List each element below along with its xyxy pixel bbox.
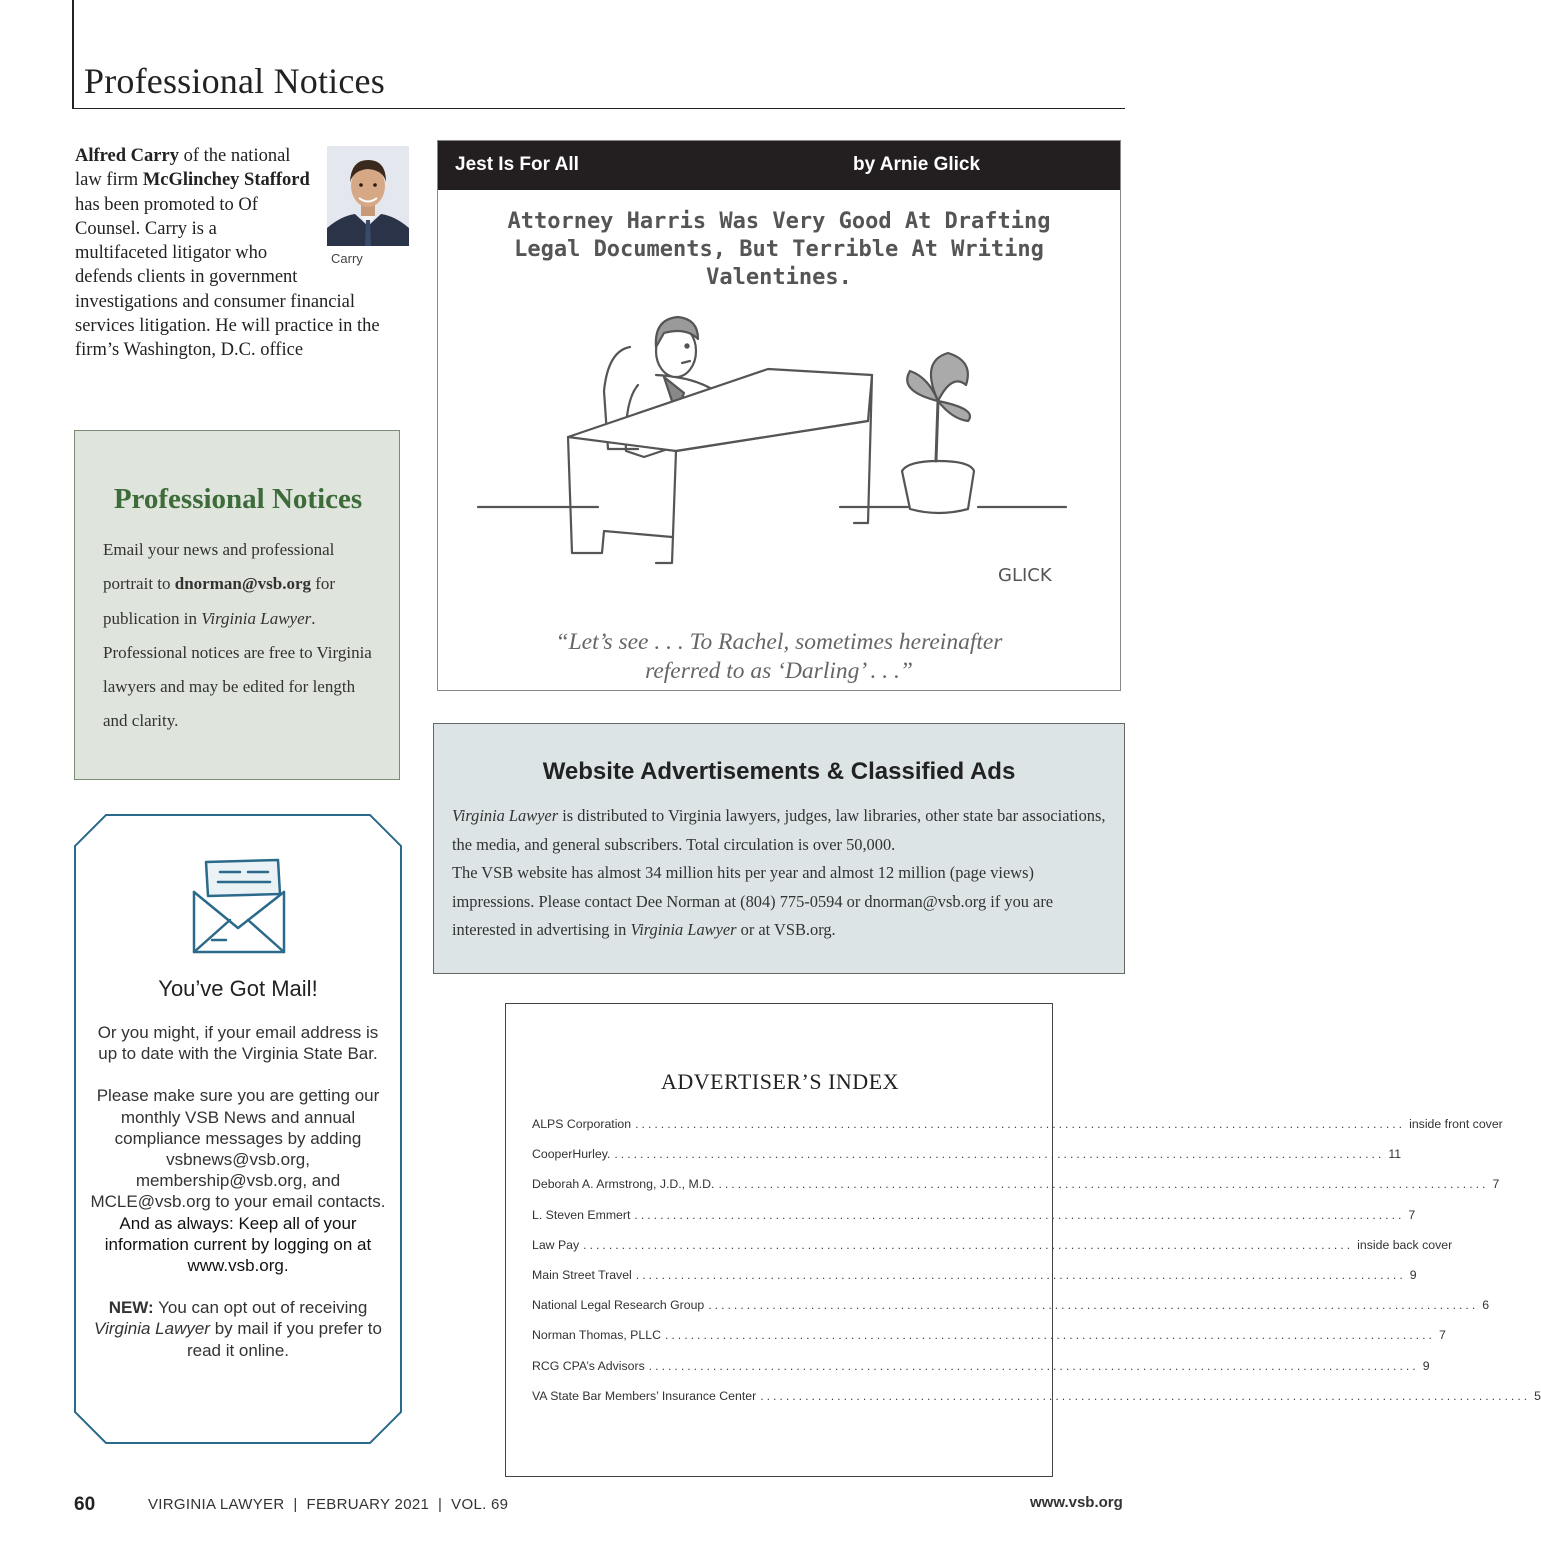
index-list: [532, 1117, 1541, 1419]
advertisements-box: [433, 723, 1125, 974]
notice-name: Alfred Carry: [75, 146, 179, 166]
green-box-title: Professional Notices: [113, 483, 363, 515]
green-box-publication: Virginia Lawyer: [201, 608, 312, 628]
cartoon-headline: [438, 208, 1120, 292]
cartoon-series-title: Jest Is For All: [455, 154, 579, 175]
index-row-name: RCG CPA’s Advisors: [532, 1359, 649, 1389]
green-text-3: . Professional notices are free to Virginia lawyers and may be edited for length and clarity.: [103, 608, 372, 731]
header-horizontal-rule: [72, 108, 1125, 109]
index-row-page: 7: [1404, 1208, 1415, 1238]
footer-publication: VIRGINIA LAWYER | FEBRUARY 2021 | VOL. 69: [148, 1496, 509, 1513]
index-row-page: 11: [1384, 1147, 1401, 1177]
index-row-page: 9: [1419, 1359, 1430, 1389]
index-row-page: inside front cover: [1405, 1117, 1503, 1147]
cartoon-headline-1: Attorney Harris Was Very Good At Drafting: [507, 209, 1051, 234]
index-row: [532, 1177, 1500, 1207]
ads-text-2: The VSB website has almost 34 million hits per year and almost 12 million (page views) impressions. Please contact Dee Norman at (804) 775-0594 or dnorman@vsb.org if you are interested in advertising in: [452, 863, 1054, 939]
photo-caption: Carry: [331, 251, 363, 266]
page-title: Professional Notices: [84, 61, 385, 101]
index-row-name: ALPS Corporation: [532, 1117, 635, 1147]
professional-notices-box: [74, 430, 400, 780]
index-row-name: National Legal Research Group: [532, 1298, 708, 1328]
mail-box-title: You’ve Got Mail!: [158, 976, 318, 1001]
portrait-figure: [327, 146, 409, 246]
ads-para-2: [452, 859, 1112, 945]
mail-para-3: And as always: Keep all of your information current by logging on at www.vsb.org.: [104, 1213, 372, 1276]
index-row-page: 7: [1435, 1328, 1446, 1358]
index-row-leader: ........................................................................................................................: [648, 1358, 1419, 1373]
notice-firm: McGlinchey Stafford: [142, 170, 310, 191]
cartoon-signature: GLICK: [998, 565, 1052, 586]
ads-pub: Virginia Lawyer: [452, 806, 559, 825]
index-row: [532, 1388, 1541, 1419]
index-row: [532, 1117, 1503, 1147]
index-row-name: Main Street Travel: [532, 1268, 636, 1298]
ads-title: Website Advertisements & Classified Ads: [542, 758, 1016, 785]
cartoon-drawing: [468, 291, 1088, 601]
index-row-page: 7: [1488, 1177, 1499, 1207]
index-row-leader: ........................................................................................................................: [718, 1177, 1489, 1192]
index-row: [532, 1328, 1446, 1358]
index-row-name: CooperHurley.: [532, 1147, 614, 1177]
index-row-leader: ........................................................................................................................: [583, 1237, 1354, 1252]
index-row-page: inside back cover: [1353, 1238, 1452, 1268]
footer-url[interactable]: www.vsb.org: [1030, 1494, 1123, 1511]
mail-para-4b: by mail if you prefer to read it online.: [186, 1319, 382, 1360]
header-vertical-rule: [72, 0, 74, 108]
index-row: [532, 1267, 1417, 1298]
mail-para-2: Please make sure you are getting our monthly VSB News and annual compliance messages by adding vsbnews@vsb.org, membership@vsb.org, and MCLE@vsb.org to your email contacts.: [90, 1086, 386, 1212]
index-row-page: 6: [1478, 1298, 1489, 1328]
green-text-1: Email your news and professional portrait to: [103, 540, 335, 594]
index-title: ADVERTISER’S INDEX: [660, 1069, 900, 1094]
index-row-name: Deborah A. Armstrong, J.D., M.D.: [532, 1177, 718, 1207]
cartoon-headline-2: Legal Documents, But Terrible At Writing Valentines.: [514, 237, 1044, 290]
cartoon-byline: by Arnie Glick: [853, 154, 981, 175]
index-row: [532, 1358, 1430, 1389]
mail-para-4: [90, 1297, 386, 1361]
index-row-name: Law Pay: [532, 1238, 583, 1268]
index-row: [532, 1298, 1490, 1328]
ads-text-1: is distributed to Virginia lawyers, judges, law libraries, other state bar associations, the media, and general subscribers. Total circulation is over 50,000.: [452, 806, 1106, 854]
ads-text-3: or at VSB.org.: [736, 920, 836, 939]
cartoon-header-bar: [438, 141, 1120, 190]
ads-text: [452, 802, 1112, 945]
index-row-leader: ........................................................................................................................: [708, 1298, 1479, 1313]
ads-para-1: [452, 802, 1112, 859]
index-row-leader: ........................................................................................................................: [614, 1147, 1385, 1162]
notice-text-1: of the national law firm: [75, 146, 291, 191]
index-row-leader: ........................................................................................................................: [634, 1207, 1405, 1222]
index-row-name: Norman Thomas, PLLC: [532, 1328, 665, 1358]
green-text-2: for publication in: [103, 574, 336, 628]
notice-text-2-head: has been promoted to Of Counsel. Carry is a multifaceted litigator who defends clients in government investigations and consumer financial services litigation. He will practice in the firm’s Washington, D.C. office: [75, 194, 380, 361]
index-row-page: 5: [1530, 1389, 1541, 1419]
mail-new-label: NEW:: [108, 1298, 154, 1318]
advertiser-index-box: [505, 1003, 1541, 1477]
mail-para-4-pub: Virginia Lawyer: [94, 1319, 210, 1339]
cartoon-caption: [438, 628, 1120, 686]
ads-pub-2: Virginia Lawyer: [630, 920, 737, 939]
index-row-leader: ........................................................................................................................: [635, 1267, 1406, 1282]
index-row-name: L. Steven Emmert: [532, 1208, 634, 1238]
green-box-email[interactable]: dnorman@vsb.org: [174, 574, 312, 594]
index-row-page: 9: [1406, 1268, 1417, 1298]
cartoon-panel: [437, 140, 1121, 691]
index-row-leader: ........................................................................................................................: [760, 1388, 1531, 1403]
index-row-name: VA State Bar Members’ Insurance Center: [532, 1389, 760, 1419]
index-row: [532, 1147, 1402, 1177]
green-box-text: [103, 533, 383, 739]
cartoon-caption-2: referred to as ‘Darling’ . . .”: [645, 658, 913, 684]
index-row: [532, 1207, 1416, 1238]
page-number: 60: [74, 1494, 96, 1515]
index-row-leader: ........................................................................................................................: [664, 1328, 1435, 1343]
cartoon-caption-1: “Let’s see . . . To Rachel, sometimes hereinafter: [555, 629, 1003, 655]
mail-para-4a: You can opt out of receiving: [153, 1298, 368, 1318]
index-row-leader: ........................................................................................................................: [635, 1117, 1406, 1131]
portrait-photo: [327, 146, 409, 246]
mail-para-1: Or you might, if your email address is up to date with the Virginia State Bar.: [97, 1023, 379, 1064]
mail-box-text: [90, 1022, 386, 1382]
index-row: [532, 1237, 1453, 1268]
